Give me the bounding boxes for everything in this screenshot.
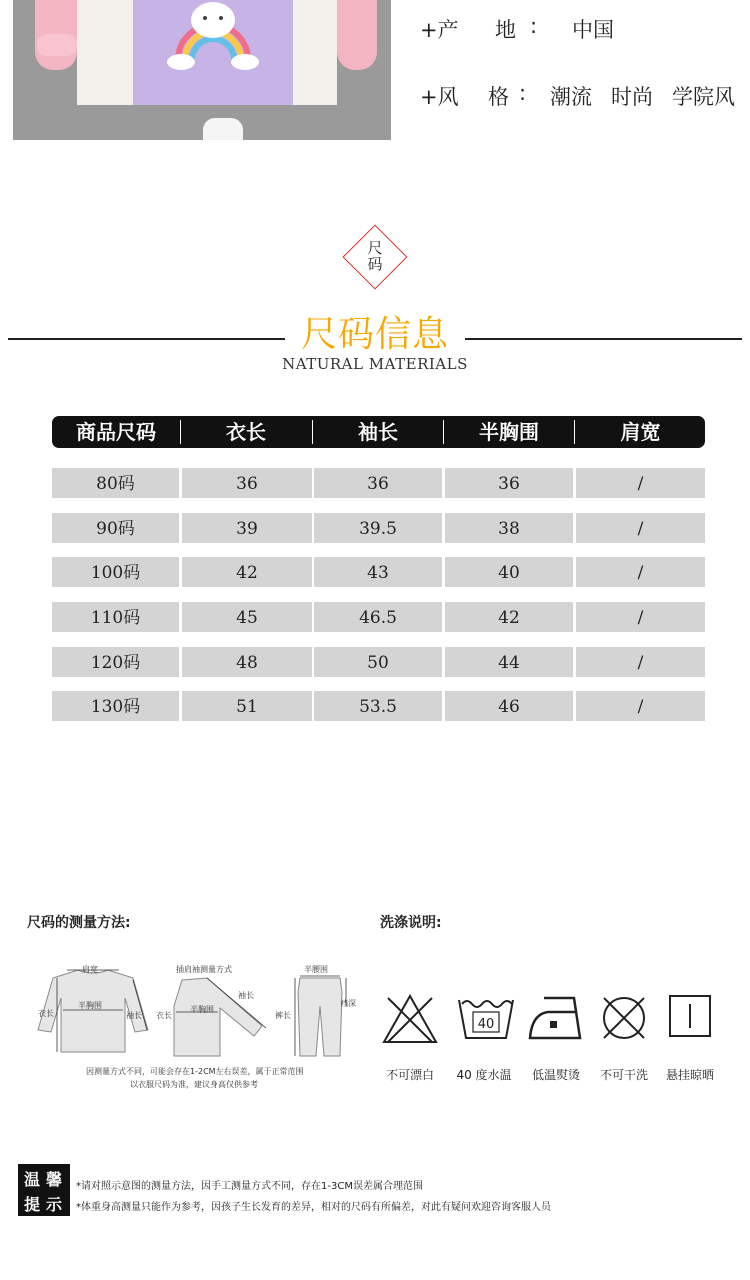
label-chest-2: 半胸围 (190, 1005, 214, 1014)
attr-origin-label2: 地 (495, 18, 516, 42)
attr-style-label2: 格 (488, 85, 509, 109)
measure-note-2: 以衣服尺码为准，建议身高仅供参考 (130, 1080, 258, 1089)
cell-length: 51 (182, 691, 312, 721)
header-chest: 半胸围 (479, 420, 539, 444)
cell-sleeve: 39.5 (314, 513, 442, 543)
cell-chest: 42 (445, 602, 573, 632)
cell-shoulder: / (576, 691, 705, 721)
cell-sleeve: 43 (314, 557, 442, 587)
label-pants-length: 裤长 (275, 1011, 291, 1020)
table-row (52, 647, 705, 677)
label-waist: 半腰围 (304, 965, 328, 974)
care-title: 洗涤说明: (380, 915, 442, 931)
section-title: 尺码信息 (300, 314, 449, 355)
label-sleeve-2: 袖长 (238, 991, 254, 1000)
cell-shoulder: / (576, 557, 705, 587)
rainbow-graphic (133, 0, 293, 105)
attr-style-value-2: 时尚 (611, 85, 653, 109)
label-rise: 裆深 (340, 999, 356, 1008)
no-dry-clean-icon (598, 992, 650, 1044)
care-label-iron-low: 低温熨烫 (531, 1068, 580, 1082)
cell-shoulder: / (576, 647, 705, 677)
table-row (52, 557, 705, 587)
cell-size: 120码 (52, 647, 179, 677)
measure-title: 尺码的测量方法: (27, 915, 131, 931)
attr-style-value-1: 潮流 (550, 85, 592, 109)
care-label-hang-dry: 悬挂晾晒 (665, 1068, 714, 1082)
raglan-diagram (162, 976, 272, 1060)
cell-chest: 36 (445, 468, 573, 498)
tips-char-4: 示 (46, 1195, 63, 1214)
table-row (52, 602, 705, 632)
cell-chest: 40 (445, 557, 573, 587)
measure-note-1: 因测量方式不同，可能会存在1-2CM左右误差，属于正常范围 (86, 1067, 304, 1076)
cell-sleeve: 50 (314, 647, 442, 677)
badge-line-2: 码 (367, 255, 383, 273)
attr-origin-label: +产 (420, 18, 459, 42)
care-label-no-bleach: 不可漂白 (385, 1068, 434, 1082)
table-row (52, 691, 705, 721)
cell-size: 90码 (52, 513, 179, 543)
cell-length: 36 (182, 468, 312, 498)
divider-right (465, 338, 742, 340)
tips-char-2: 馨 (46, 1170, 63, 1189)
cell-chest: 38 (445, 513, 573, 543)
label-length-2: 衣长 (156, 1011, 172, 1020)
tips-badge (18, 1164, 70, 1216)
cell-shoulder: / (576, 602, 705, 632)
label-chest: 半胸围 (78, 1001, 102, 1010)
label-length: 衣长 (38, 1009, 54, 1018)
tip-line-2: *体重身高测量只能作为参考，因孩子生长发育的差异，相对的尺码有所偏差，对此有疑问欢迎咨询客服人员 (76, 1202, 551, 1213)
cell-sleeve: 36 (314, 468, 442, 498)
label-sleeve: 袖长 (126, 1011, 142, 1020)
header-sleeve: 袖长 (358, 420, 398, 444)
tip-line-1: *请对照示意图的测量方法，因手工测量方式不同，存在1-3CM误差属合理范围 (76, 1181, 423, 1192)
cell-size: 110码 (52, 602, 179, 632)
cell-chest: 46 (445, 691, 573, 721)
cell-length: 39 (182, 513, 312, 543)
cell-shoulder: / (576, 468, 705, 498)
size-table-header (52, 416, 705, 448)
attr-style-colon: : (519, 81, 527, 105)
badge-line-1: 尺 (367, 239, 383, 257)
cell-length: 45 (182, 602, 312, 632)
cell-length: 48 (182, 647, 312, 677)
cell-length: 42 (182, 557, 312, 587)
cell-sleeve: 46.5 (314, 602, 442, 632)
attr-origin-colon: : (530, 14, 538, 38)
attr-style-value-3: 学院风 (672, 85, 735, 109)
tips-char-3: 提 (24, 1195, 41, 1214)
section-subtitle: NATURAL MATERIALS (282, 355, 468, 373)
table-row (52, 513, 705, 543)
header-shoulder: 肩宽 (620, 420, 661, 444)
header-length: 衣长 (226, 420, 266, 444)
cell-size: 130码 (52, 691, 179, 721)
product-photo (13, 0, 391, 140)
attr-style (420, 81, 740, 109)
care-label-wash-40: 40 度水温 (456, 1068, 512, 1082)
no-bleach-icon (380, 992, 440, 1046)
cell-size: 100码 (52, 557, 179, 587)
attr-origin-value: 中国 (572, 18, 614, 42)
size-badge-text (352, 240, 398, 272)
hang-dry-icon (668, 994, 712, 1038)
label-raglan-title: 插肩袖测量方式 (176, 965, 232, 974)
table-row (52, 468, 705, 498)
wash-40-icon (456, 994, 516, 1044)
iron-low-icon (526, 994, 586, 1044)
label-shoulder: 肩宽 (82, 965, 98, 974)
cell-shoulder: / (576, 513, 705, 543)
attr-origin (420, 14, 740, 42)
divider-left (8, 338, 285, 340)
header-size: 商品尺码 (76, 420, 156, 444)
tips-char-1: 温 (24, 1170, 41, 1189)
cell-chest: 44 (445, 647, 573, 677)
attr-style-label: +风 (420, 85, 459, 109)
cell-size: 80码 (52, 468, 179, 498)
pants-diagram (292, 972, 354, 1060)
cell-sleeve: 53.5 (314, 691, 442, 721)
care-label-no-dry-clean: 不可干洗 (599, 1068, 648, 1082)
wash-temp-text: 40 (477, 1017, 495, 1032)
